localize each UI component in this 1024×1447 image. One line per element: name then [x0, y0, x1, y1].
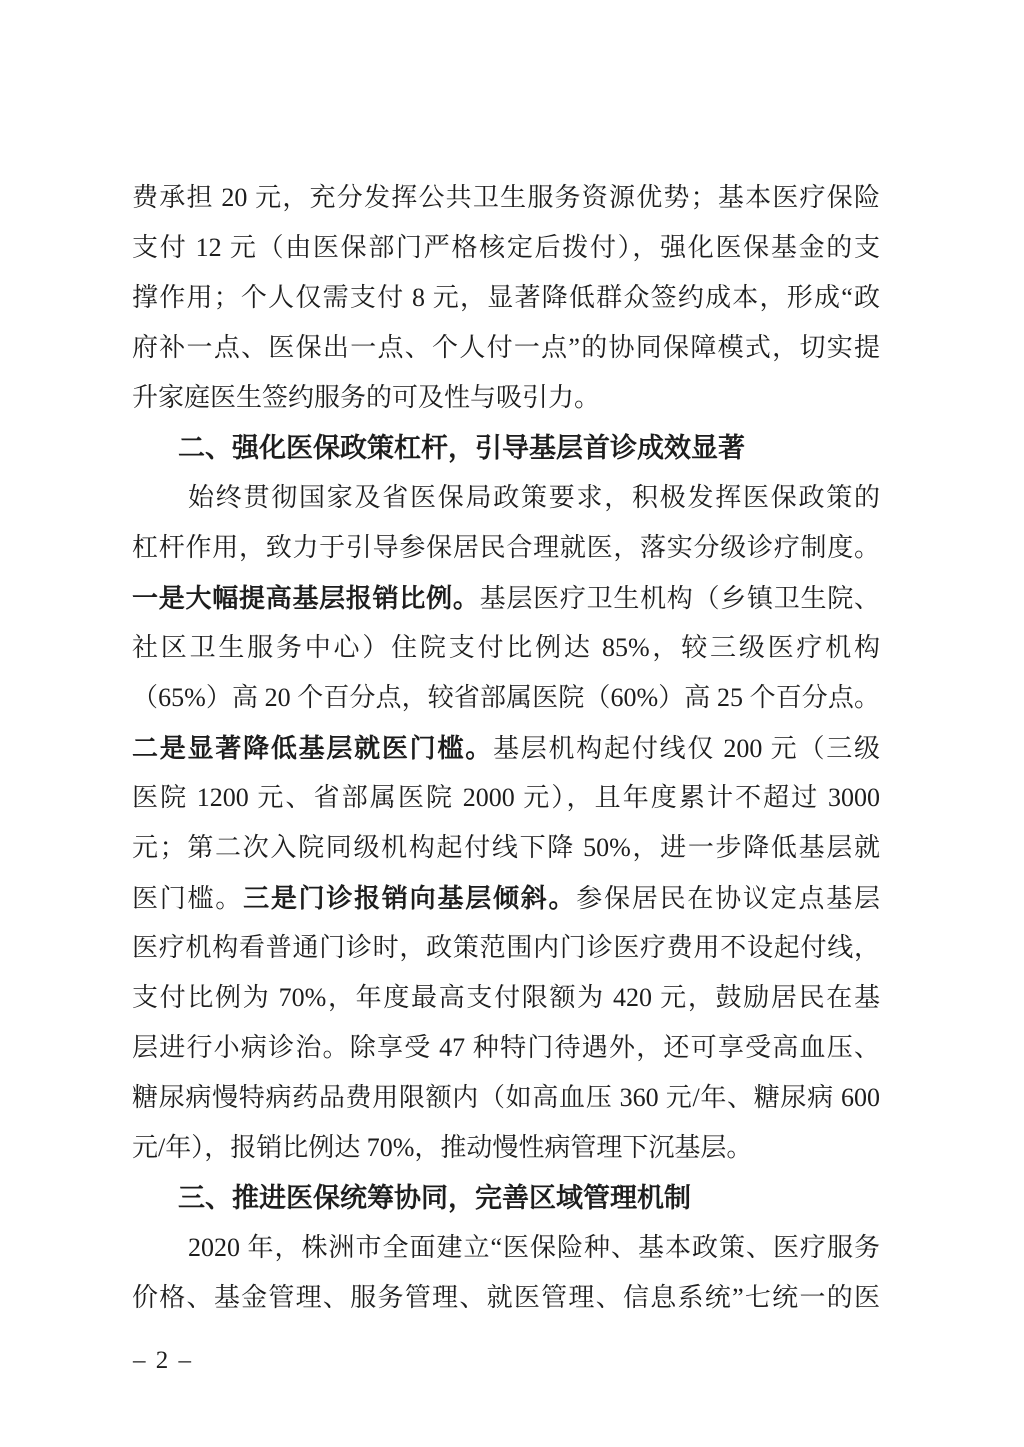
text-line [132, 373, 880, 423]
text-segment: 杠杆作用，致力于引导参保居民合理就医，落实分级诊疗制度。 [132, 533, 880, 562]
text-segment: 2020 年，株洲市全面建立“医保险种、基本政策、医疗服务 [188, 1233, 880, 1262]
text-segment: 层进行小病诊治。除享受 47 种特门待遇外，还可享受高血压、 [132, 1033, 880, 1062]
text-line [132, 173, 880, 223]
text-segment: 基层医疗卫生机构（乡镇卫生院、 [479, 584, 880, 613]
text-segment: （65%）高 20 个百分点，较省部属医院（60%）高 25 个百分点。 [132, 683, 880, 712]
text-segment: 始终贯彻国家及省医保局政策要求，积极发挥医保政策的 [188, 483, 880, 512]
text-segment: 二、强化医保政策杠杆，引导基层首诊成效显著 [178, 433, 745, 463]
text-segment: 二是显著降低基层就医门槛。 [132, 733, 493, 763]
text-segment: 三是门诊报销向基层倾斜。 [243, 883, 577, 913]
text-line [132, 1223, 880, 1273]
text-line [132, 673, 880, 723]
text-line [132, 973, 880, 1023]
text-segment: 一是大幅提高基层报销比例。 [132, 583, 480, 613]
text-segment: 支付 12 元（由医保部门严格核定后拨付），强化医保基金的支 [132, 233, 880, 262]
text-segment: 医疗机构看普通门诊时，政策范围内门诊医疗费用不设起付线， [132, 933, 880, 962]
text-segment: 医院 1200 元、省部属医院 2000 元），且年度累计不超过 3000 [132, 783, 880, 812]
text-line [132, 1273, 880, 1323]
section-heading [132, 423, 880, 473]
text-line [132, 623, 880, 673]
text-segment: 元/年），报销比例达 70%，推动慢性病管理下沉基层。 [132, 1133, 753, 1162]
text-line [132, 723, 880, 773]
text-line [132, 473, 880, 523]
text-line [132, 323, 880, 373]
text-segment: 升家庭医生签约服务的可及性与吸引力。 [132, 383, 601, 412]
text-segment: 糖尿病慢特病药品费用限额内（如高血压 360 元/年、糖尿病 600 [132, 1083, 880, 1112]
text-segment: 基层机构起付线仅 200 元（三级 [493, 734, 880, 763]
text-line [132, 923, 880, 973]
text-line [132, 1023, 880, 1073]
text-line [132, 773, 880, 823]
section-heading [132, 1173, 880, 1223]
text-line [132, 823, 880, 873]
text-segment: 支付比例为 70%，年度最高支付限额为 420 元，鼓励居民在基 [132, 983, 880, 1012]
text-line [132, 1073, 880, 1123]
text-line [132, 1123, 880, 1173]
text-line [132, 573, 880, 623]
text-segment: 参保居民在协议定点基层 [576, 884, 880, 913]
text-line [132, 523, 880, 573]
text-segment: 三、推进医保统筹协同，完善区域管理机制 [178, 1183, 691, 1213]
text-line [132, 223, 880, 273]
text-segment: 撑作用；个人仅需支付 8 元，显著降低群众签约成本，形成“政 [132, 283, 880, 312]
text-line [132, 273, 880, 323]
text-line [132, 873, 880, 923]
text-segment: 社区卫生服务中心）住院支付比例达 85%，较三级医疗机构 [132, 633, 880, 662]
document-body [132, 173, 880, 1323]
text-segment: 医门槛。 [132, 884, 244, 913]
text-segment: 价格、基金管理、服务管理、就医管理、信息系统”七统一的医 [132, 1283, 880, 1312]
text-segment: 元；第二次入院同级机构起付线下降 50%，进一步降低基层就 [132, 833, 880, 862]
text-segment: 费承担 20 元，充分发挥公共卫生服务资源优势；基本医疗保险 [132, 183, 880, 212]
text-segment: 府补一点、医保出一点、个人付一点”的协同保障模式，切实提 [132, 333, 880, 362]
page-number: – 2 – [133, 1347, 193, 1374]
